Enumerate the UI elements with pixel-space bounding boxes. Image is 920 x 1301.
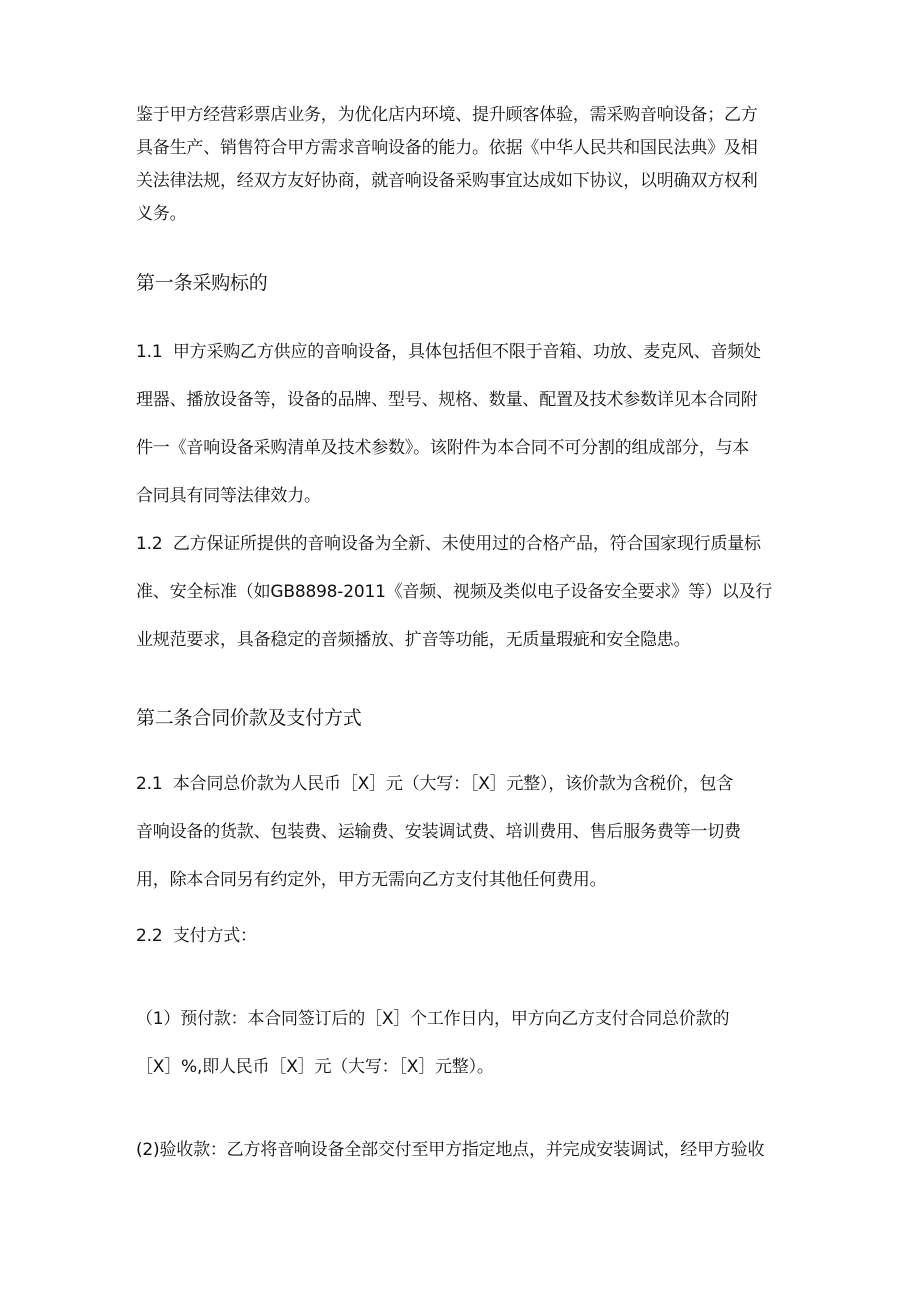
clause-2-1: 2.1 本合同总价款为人民币［X］元（大写：［X］元整），该价款为含税价，包含 音响设备的货款、包装费、运输费、安装调试费、培训费用、售后服务费等一切费 用，除本合同另有约定外，甲方无需向乙方支付其他任何费用。 [136,774,741,890]
payment-item-1: （1）预付款：本合同签订后的［X］个工作日内，甲方向乙方支付合同总价款的 ［X］%,即人民币［X］元（大写：［X］元整）。 [136,1009,730,1077]
article-2-heading: 第二条合同价款及支付方式 [136,707,362,729]
payment-item-2: (2)验收款：乙方将音响设备全部交付至甲方指定地点，并完成安装调试，经甲方验收 [136,1140,765,1160]
article-1-heading: 第一条采购标的 [136,272,268,294]
clause-1-1: 1.1 甲方采购乙方供应的音响设备，具体包括但不限于音箱、功放、麦克风、音频处 理器、播放设备等，设备的品牌、型号、规格、数量、配置及技术参数详见本合同附 件一《音响设备采购清单及技术参数》。该附件为本合同不可分割的组成部分，与本 合同具有同等法律效力。 [136,342,761,506]
clause-2-2: 2.2 支付方式： [136,926,257,946]
intro-paragraph: 鉴于甲方经营彩票店业务，为优化店内环境、提升顾客体验，需采购音响设备；乙方 具备生产、销售符合甲方需求音响设备的能力。依据《中华人民共和国民法典》及相 关法律法规，经双方友好协商，就音响设备采购事宜达成如下协议，以明确双方权利 义务。 [136,105,758,224]
clause-1-2: 1.2 乙方保证所提供的音响设备为全新、未使用过的合格产品，符合国家现行质量标 准、安全标准（如GB8898-2011《音频、视频及类似电子设备安全要求》等）以及行 业规范要求，具备稳定的音频播放、扩音等功能，无质量瑕疵和安全隐患。 [136,534,773,650]
